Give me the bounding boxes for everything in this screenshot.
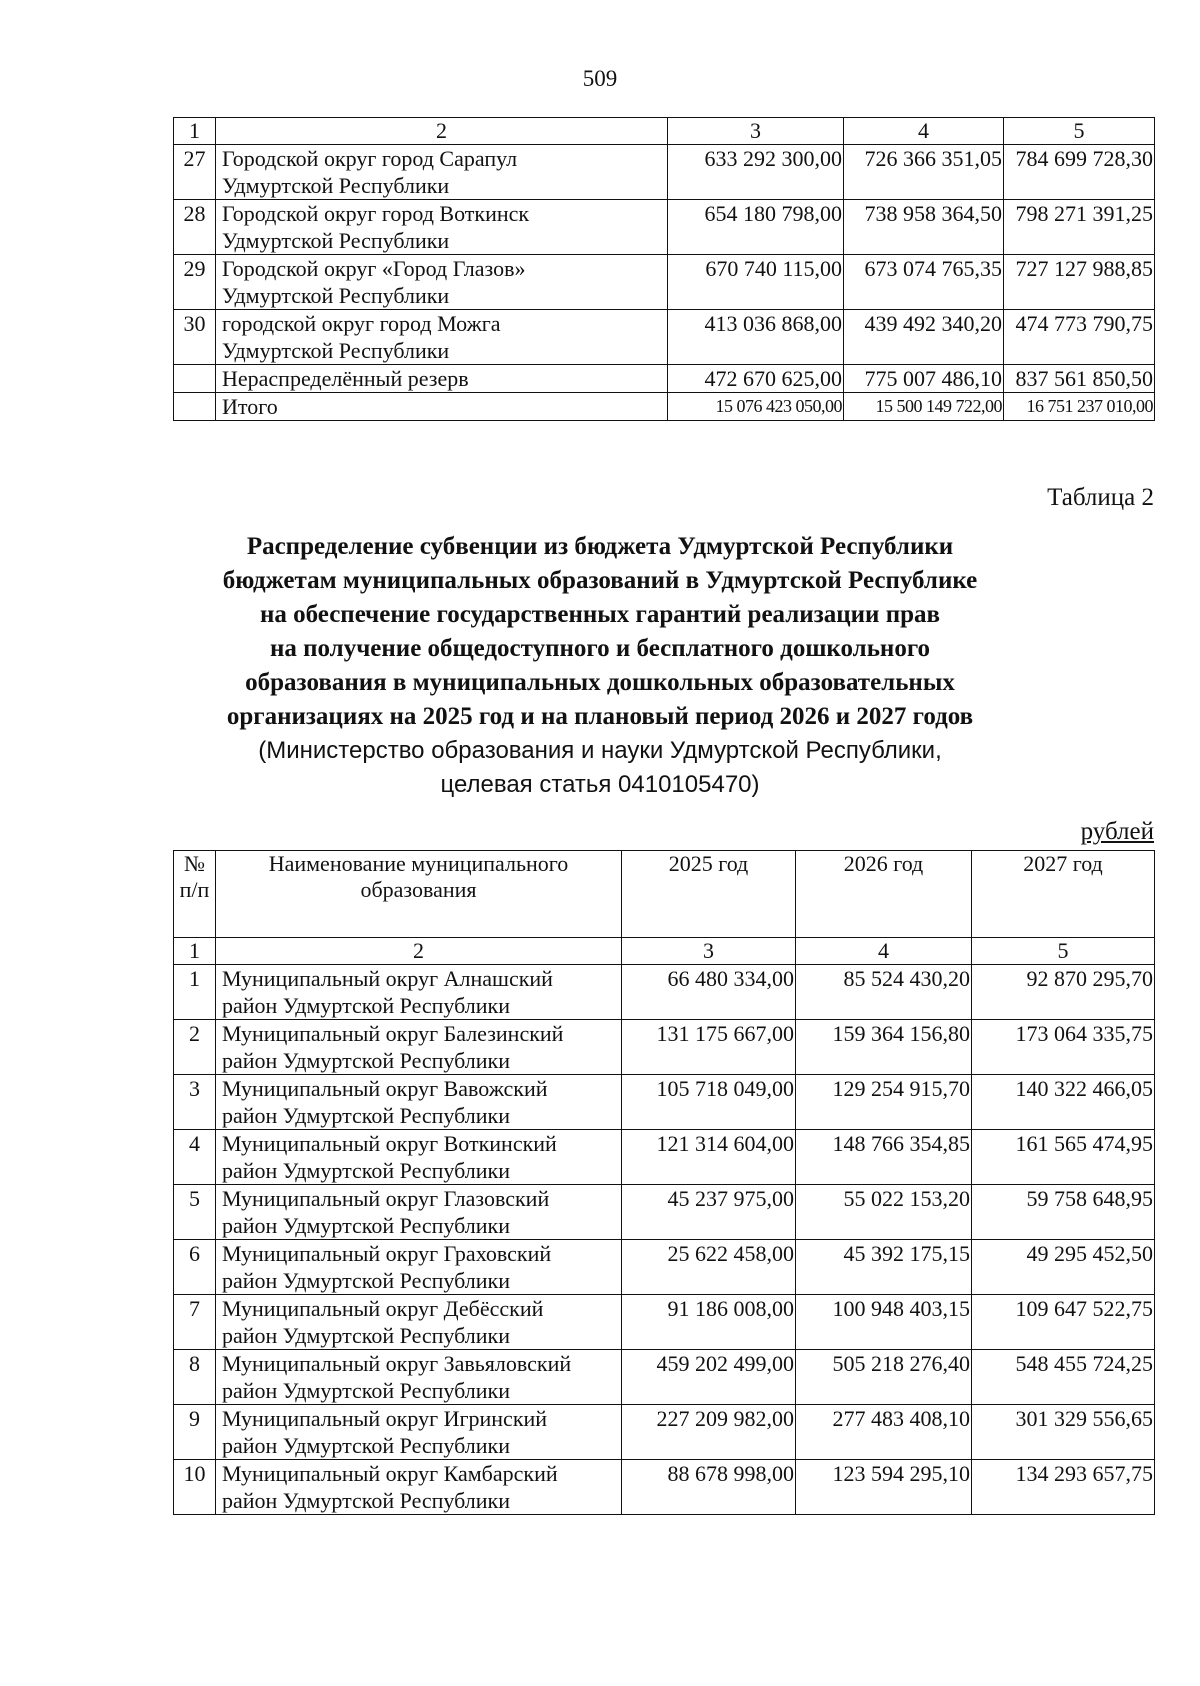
table-row: [174, 310, 1155, 365]
index-cell: 5: [972, 938, 1155, 965]
name-line: район Удмуртской Республики: [222, 1268, 510, 1293]
row-number: [174, 365, 216, 393]
name-line: район Удмуртской Республики: [222, 1488, 510, 1513]
value-2026: 277 483 408,10: [796, 1405, 972, 1460]
value-2025: 413 036 868,00: [668, 310, 844, 365]
row-number: 9: [174, 1405, 216, 1460]
name-line: Удмуртской Республики: [222, 283, 450, 308]
row-number: 30: [174, 310, 216, 365]
value-2025: 105 718 049,00: [622, 1075, 796, 1130]
name-line: Удмуртской Республики: [222, 228, 450, 253]
value-2027: 548 455 724,25: [972, 1350, 1155, 1405]
value-2025: 472 670 625,00: [668, 365, 844, 393]
table-2-index-row: [174, 938, 1155, 965]
name-line: Удмуртской Республики: [222, 173, 450, 198]
row-number: 2: [174, 1020, 216, 1075]
value-2025: 670 740 115,00: [668, 255, 844, 310]
value-2026: 775 007 486,10: [844, 365, 1004, 393]
page-number: 509: [582, 66, 618, 91]
name-line: район Удмуртской Республики: [222, 1048, 510, 1073]
table-row: [174, 1460, 1155, 1515]
municipality-name: [216, 1350, 622, 1405]
total-label: Итого: [216, 393, 668, 421]
value-2027: 301 329 556,65: [972, 1405, 1155, 1460]
value-2026: 738 958 364,50: [844, 200, 1004, 255]
title-line: образования в муниципальных дошкольных образовательных: [245, 669, 955, 696]
index-cell: 1: [174, 118, 216, 145]
municipality-name: [216, 255, 668, 310]
value-2026: 148 766 354,85: [796, 1130, 972, 1185]
name-line: Муниципальный округ Игринский: [222, 1406, 548, 1431]
value-2025: 25 622 458,00: [622, 1240, 796, 1295]
subtitle-line: целевая статья 0410105470): [440, 771, 760, 798]
value-2025: 121 314 604,00: [622, 1130, 796, 1185]
municipality-name: [216, 1240, 622, 1295]
table-1: [173, 117, 1155, 421]
row-number: 8: [174, 1350, 216, 1405]
units-label: рублей: [1080, 818, 1154, 845]
row-number: 27: [174, 145, 216, 200]
name-line: Муниципальный округ Воткинский: [222, 1131, 557, 1156]
name-line: Муниципальный округ Алнашский: [222, 966, 553, 991]
name-line: Муниципальный округ Глазовский: [222, 1186, 550, 1211]
row-number: 7: [174, 1295, 216, 1350]
name-line: район Удмуртской Республики: [222, 1378, 510, 1403]
row-number: 28: [174, 200, 216, 255]
table-row: [174, 1075, 1155, 1130]
municipality-name: [216, 1295, 622, 1350]
title-line: организациях на 2025 год и на плановый период 2026 и 2027 годов: [226, 703, 974, 730]
title-line: на получение общедоступного и бесплатного дошкольного: [269, 635, 931, 662]
value-2026: 505 218 276,40: [796, 1350, 972, 1405]
header-2027: 2027 год: [972, 851, 1155, 938]
value-2027: 784 699 728,30: [1004, 145, 1155, 200]
municipality-name: [216, 1405, 622, 1460]
row-number: 6: [174, 1240, 216, 1295]
index-cell: 2: [216, 938, 622, 965]
reserve-label: Нераспределённый резерв: [216, 365, 668, 393]
municipality-name: [216, 310, 668, 365]
index-cell: 4: [844, 118, 1004, 145]
name-line: Муниципальный округ Вавожский: [222, 1076, 548, 1101]
table-2-header-row: [174, 851, 1155, 938]
municipality-name: [216, 1075, 622, 1130]
value-2025: 227 209 982,00: [622, 1405, 796, 1460]
header-2025: 2025 год: [622, 851, 796, 938]
municipality-name: [216, 1020, 622, 1075]
row-number: [174, 393, 216, 421]
header-name: [216, 851, 622, 938]
value-2027: 140 322 466,05: [972, 1075, 1155, 1130]
index-cell: 2: [216, 118, 668, 145]
name-line: район Удмуртской Республики: [222, 993, 510, 1018]
name-line: Городской округ город Воткинск: [222, 201, 530, 226]
table-row: [174, 255, 1155, 310]
value-2026: 726 366 351,05: [844, 145, 1004, 200]
table-row: [174, 1405, 1155, 1460]
index-cell: 1: [174, 938, 216, 965]
title-line: на обеспечение государственных гарантий реализации прав: [259, 601, 941, 628]
name-line: Муниципальный округ Камбарский: [222, 1461, 558, 1486]
name-line: Удмуртской Республики: [222, 338, 450, 363]
name-line: район Удмуртской Республики: [222, 1213, 510, 1238]
index-cell: 3: [622, 938, 796, 965]
table-row: [174, 145, 1155, 200]
municipality-name: [216, 1460, 622, 1515]
value-2026: 129 254 915,70: [796, 1075, 972, 1130]
value-2025: 88 678 998,00: [622, 1460, 796, 1515]
name-line: район Удмуртской Республики: [222, 1323, 510, 1348]
value-2025: 66 480 334,00: [622, 965, 796, 1020]
row-number: 5: [174, 1185, 216, 1240]
title-line: бюджетам муниципальных образований в Удмуртской Республике: [222, 567, 978, 594]
name-line: Городской округ «Город Глазов»: [222, 256, 526, 281]
title-line: Распределение субвенции из бюджета Удмуртской Республики: [246, 533, 954, 560]
row-number: 3: [174, 1075, 216, 1130]
table-row: [174, 1350, 1155, 1405]
table-row: [174, 1020, 1155, 1075]
row-number: 1: [174, 965, 216, 1020]
table-1-index-row: [174, 118, 1155, 145]
header-number-line: №: [184, 851, 205, 876]
table-row: [174, 1240, 1155, 1295]
value-2025: 45 237 975,00: [622, 1185, 796, 1240]
value-2025: 91 186 008,00: [622, 1295, 796, 1350]
value-2027: 798 271 391,25: [1004, 200, 1155, 255]
header-name-line: Наименование муниципального: [268, 851, 569, 876]
value-2025: 459 202 499,00: [622, 1350, 796, 1405]
value-2026: 123 594 295,10: [796, 1460, 972, 1515]
name-line: Городской округ город Сарапул: [222, 146, 518, 171]
table-2-label: Таблица 2: [1047, 484, 1154, 511]
name-line: городской округ город Можга: [222, 311, 501, 336]
table-row: [174, 1130, 1155, 1185]
header-name-line: образования: [360, 877, 477, 902]
total-2027: 16 751 237 010,00: [1004, 393, 1155, 421]
index-cell: 4: [796, 938, 972, 965]
value-2027: 92 870 295,70: [972, 965, 1155, 1020]
municipality-name: [216, 145, 668, 200]
value-2027: 474 773 790,75: [1004, 310, 1155, 365]
name-line: район Удмуртской Республики: [222, 1433, 510, 1458]
value-2025: 654 180 798,00: [668, 200, 844, 255]
table-row: [174, 965, 1155, 1020]
index-cell: 3: [668, 118, 844, 145]
header-number: [174, 851, 216, 938]
value-2026: 439 492 340,20: [844, 310, 1004, 365]
value-2027: 837 561 850,50: [1004, 365, 1155, 393]
value-2026: 673 074 765,35: [844, 255, 1004, 310]
value-2026: 45 392 175,15: [796, 1240, 972, 1295]
value-2026: 85 524 430,20: [796, 965, 972, 1020]
value-2026: 55 022 153,20: [796, 1185, 972, 1240]
value-2027: 727 127 988,85: [1004, 255, 1155, 310]
header-number-line: п/п: [179, 877, 210, 902]
value-2027: 49 295 452,50: [972, 1240, 1155, 1295]
total-2025: 15 076 423 050,00: [668, 393, 844, 421]
row-number: 10: [174, 1460, 216, 1515]
index-cell: 5: [1004, 118, 1155, 145]
municipality-name: [216, 965, 622, 1020]
value-2027: 134 293 657,75: [972, 1460, 1155, 1515]
name-line: район Удмуртской Республики: [222, 1158, 510, 1183]
table-row: [174, 1185, 1155, 1240]
row-number: 29: [174, 255, 216, 310]
municipality-name: [216, 1130, 622, 1185]
table-2: [173, 850, 1155, 1515]
value-2027: 109 647 522,75: [972, 1295, 1155, 1350]
subtitle-line: (Министерство образования и науки Удмуртской Республики,: [258, 737, 942, 764]
name-line: Муниципальный округ Граховский: [222, 1241, 552, 1266]
value-2027: 59 758 648,95: [972, 1185, 1155, 1240]
value-2027: 161 565 474,95: [972, 1130, 1155, 1185]
municipality-name: [216, 200, 668, 255]
row-number: 4: [174, 1130, 216, 1185]
total-2026: 15 500 149 722,00: [844, 393, 1004, 421]
total-row: [174, 393, 1155, 421]
reserve-row: [174, 365, 1155, 393]
name-line: Муниципальный округ Завьяловский: [222, 1351, 572, 1376]
header-2026: 2026 год: [796, 851, 972, 938]
value-2025: 131 175 667,00: [622, 1020, 796, 1075]
value-2026: 159 364 156,80: [796, 1020, 972, 1075]
table-row: [174, 1295, 1155, 1350]
value-2027: 173 064 335,75: [972, 1020, 1155, 1075]
table-row: [174, 200, 1155, 255]
value-2026: 100 948 403,15: [796, 1295, 972, 1350]
name-line: Муниципальный округ Балезинский: [222, 1021, 564, 1046]
name-line: район Удмуртской Республики: [222, 1103, 510, 1128]
document-title: [0, 530, 1200, 802]
value-2025: 633 292 300,00: [668, 145, 844, 200]
name-line: Муниципальный округ Дебёсский: [222, 1296, 544, 1321]
municipality-name: [216, 1185, 622, 1240]
